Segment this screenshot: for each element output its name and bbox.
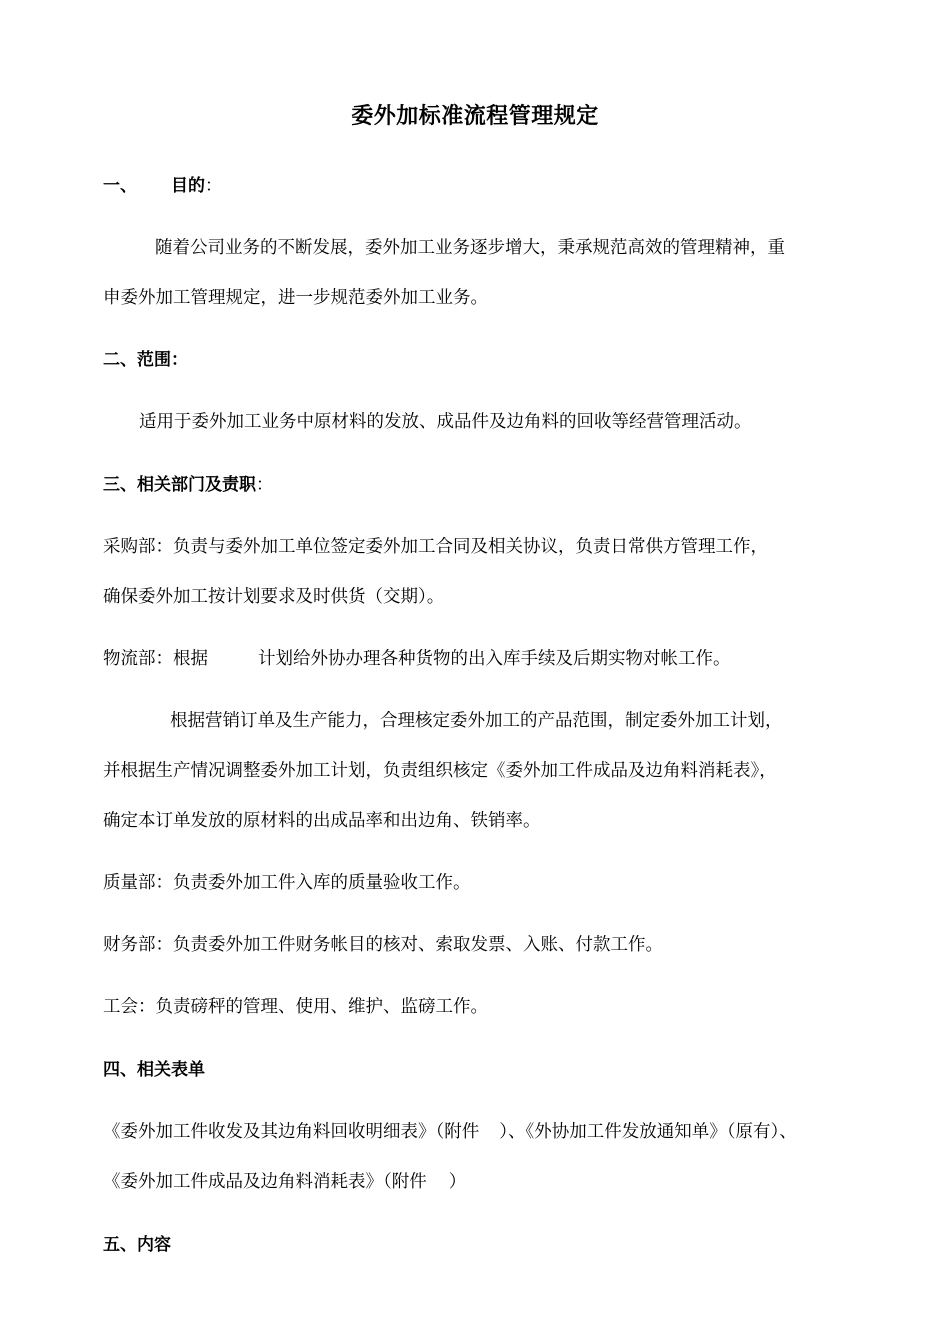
section-4-heading: 四、相关表单 — [103, 1060, 205, 1080]
section-2-heading: 二、范围： — [103, 350, 188, 370]
forms-line-1-part-a: 《委外加工件收发及其边角料回收明细表》（附件 — [103, 1122, 480, 1142]
planning-line-1: 根据营销订单及生产能力，合理核定委外加工的产品范围，制定委外加工计划， — [170, 711, 783, 731]
section-3-colon: ： — [256, 475, 273, 495]
section-1-paragraph-line-2: 申委外加工管理规定，进一步规范委外加工业务。 — [103, 288, 488, 308]
logistics-dept-part-2: 计划给外协办理各种货物的出入库手续及后期实物对帐工作。 — [258, 649, 731, 669]
finance-dept-line: 财务部：负责委外加工件财务帐目的核对、索取发票、入账、付款工作。 — [103, 935, 663, 955]
purchasing-dept-line-1: 采购部：负责与委外加工单位签定委外加工合同及相关协议，负责日常供方管理工作， — [103, 537, 768, 557]
section-1-heading — [103, 173, 222, 199]
section-3-heading — [103, 472, 273, 498]
section-1-paragraph-line-1: 随着公司业务的不断发展，委外加工业务逐步增大，秉承规范高效的管理精神，重 — [155, 238, 785, 258]
section-1-title: 目的 — [171, 176, 205, 196]
forms-line-1 — [103, 1119, 797, 1145]
union-line: 工会：负责磅秤的管理、使用、维护、监磅工作。 — [103, 997, 488, 1017]
purchasing-dept-line-2: 确保委外加工按计划要求及时供货（交期）。 — [103, 587, 445, 607]
logistics-dept-part-1: 物流部：根据 — [103, 649, 208, 669]
section-1-number: 一、 — [103, 176, 137, 196]
planning-line-2: 并根据生产情况调整委外加工计划，负责组织核定《委外加工件成品及边角料消耗表》， — [103, 761, 777, 781]
quality-dept-line: 质量部：负责委外加工件入库的质量验收工作。 — [103, 873, 471, 893]
forms-line-2-part-b: ） — [448, 1172, 467, 1192]
section-1-colon: ： — [205, 176, 222, 196]
forms-line-2-part-a: 《委外加工件成品及边角料消耗表》（附件 — [103, 1172, 427, 1192]
section-5-heading: 五、内容 — [103, 1235, 171, 1255]
section-2-paragraph: 适用于委外加工业务中原材料的发放、成品件及边角料的回收等经营管理活动。 — [139, 412, 752, 432]
planning-line-3: 确定本订单发放的原材料的出成品率和出边角、铁销率。 — [103, 811, 541, 831]
forms-line-2 — [103, 1169, 466, 1195]
section-3-title: 三、相关部门及责职 — [103, 475, 256, 495]
document-title: 委外加标准流程管理规定 — [351, 104, 599, 129]
logistics-dept-line — [103, 646, 731, 672]
forms-line-1-part-b: ）、《外协加工件发放通知单》（原有）、 — [499, 1122, 797, 1142]
